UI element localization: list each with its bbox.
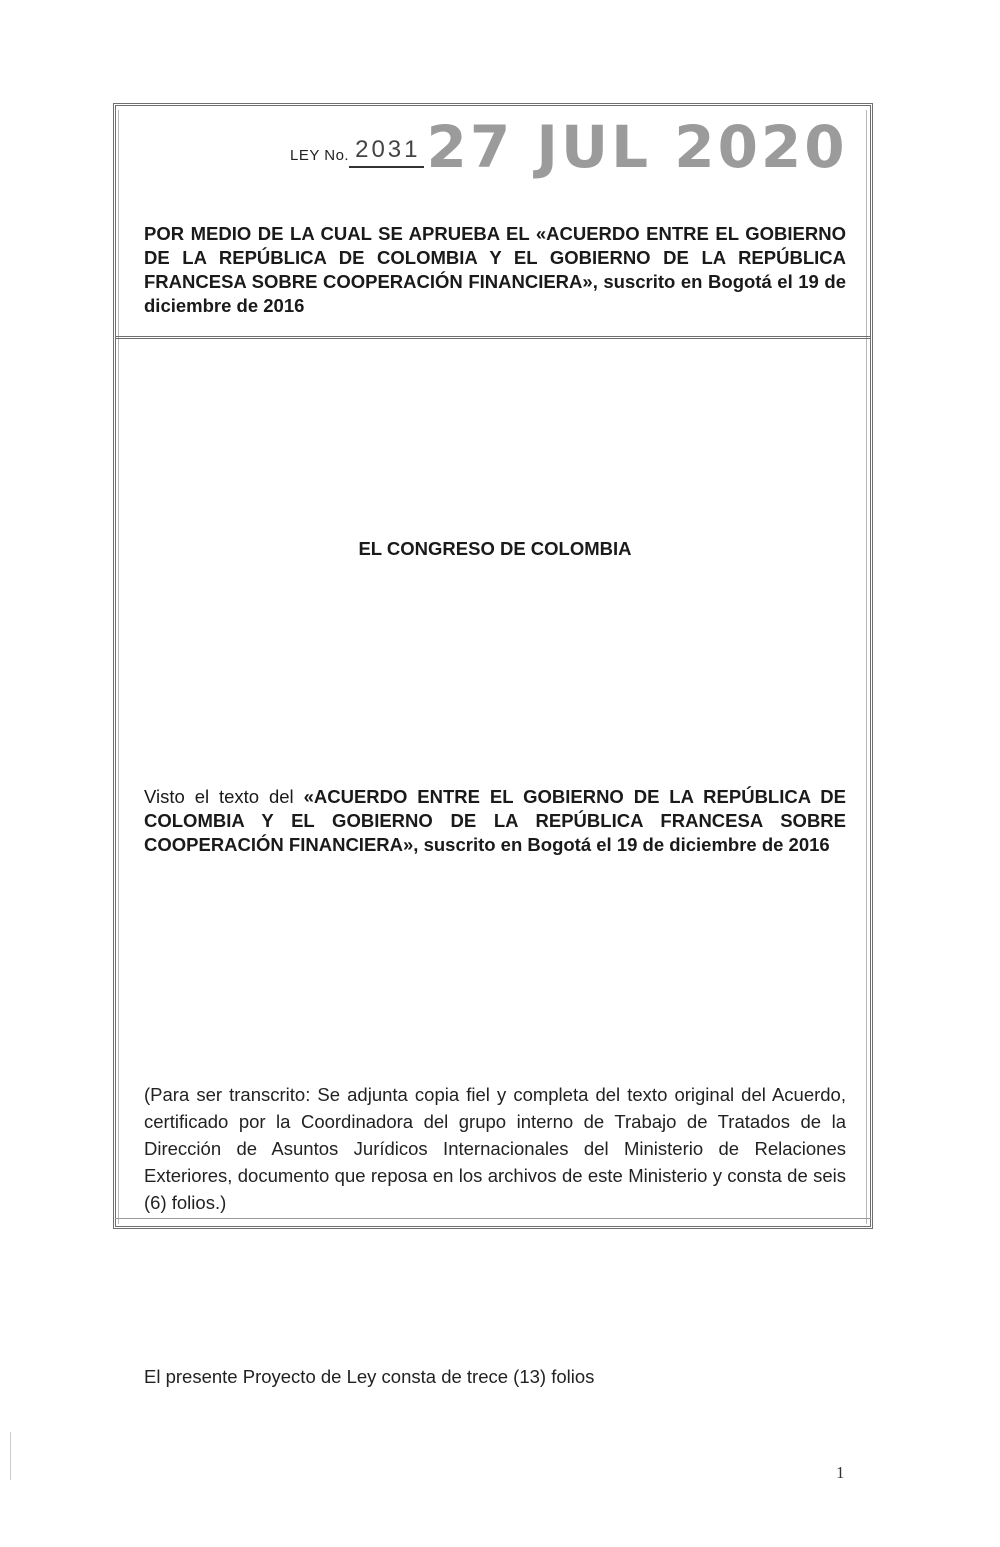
ley-number: 2031: [349, 136, 424, 168]
congreso-heading: EL CONGRESO DE COLOMBIA: [358, 538, 632, 559]
visto-paragraph: [144, 785, 846, 857]
folio-count-note: El presente Proyecto de Ley consta de trece (13) folios: [144, 1366, 595, 1387]
frame-inner-left-line: [118, 110, 119, 1224]
frame-inner-right-line: [866, 110, 867, 1224]
scan-mark: [10, 1432, 11, 1480]
page-number: 1: [836, 1463, 845, 1482]
ley-number-line: [290, 113, 848, 181]
law-title: POR MEDIO DE LA CUAL SE APRUEBA EL «ACUERDO ENTRE EL GOBIERNO DE LA REPÚBLICA DE COLOMBIA Y EL GOBIERNO DE LA REPÚBLICA FRANCESA SOBRE COOPERACIÓN FINANCIERA», suscrito en Bogotá el 19 de diciembre de 2016: [144, 223, 846, 316]
transcription-note: (Para ser transcrito: Se adjunta copia fiel y completa del texto original del Acuerdo, certificado por la Coordinadora del grupo interno de Trabajo de Tratados de la Dirección de Asuntos Jurídicos Internacionales del Ministerio de Relaciones Exteriores, documento que reposa en los archivos de este Ministerio y consta de seis (6) folios.): [144, 1084, 846, 1213]
ley-label: LEY No.: [290, 147, 350, 164]
bottom-divider: [115, 1218, 871, 1219]
header-divider: [115, 336, 871, 340]
visto-prefix: Visto el texto del: [144, 786, 304, 807]
date-stamp: 27 JUL 2020: [426, 113, 848, 181]
visto-agreement-title: «ACUERDO ENTRE EL GOBIERNO DE LA REPÚBLICA DE COLOMBIA Y EL GOBIERNO DE LA REPÚBLICA FRANCESA SOBRE COOPERACIÓN FINANCIERA», suscrito en Bogotá el 19 de diciembre de 2016: [144, 786, 846, 855]
